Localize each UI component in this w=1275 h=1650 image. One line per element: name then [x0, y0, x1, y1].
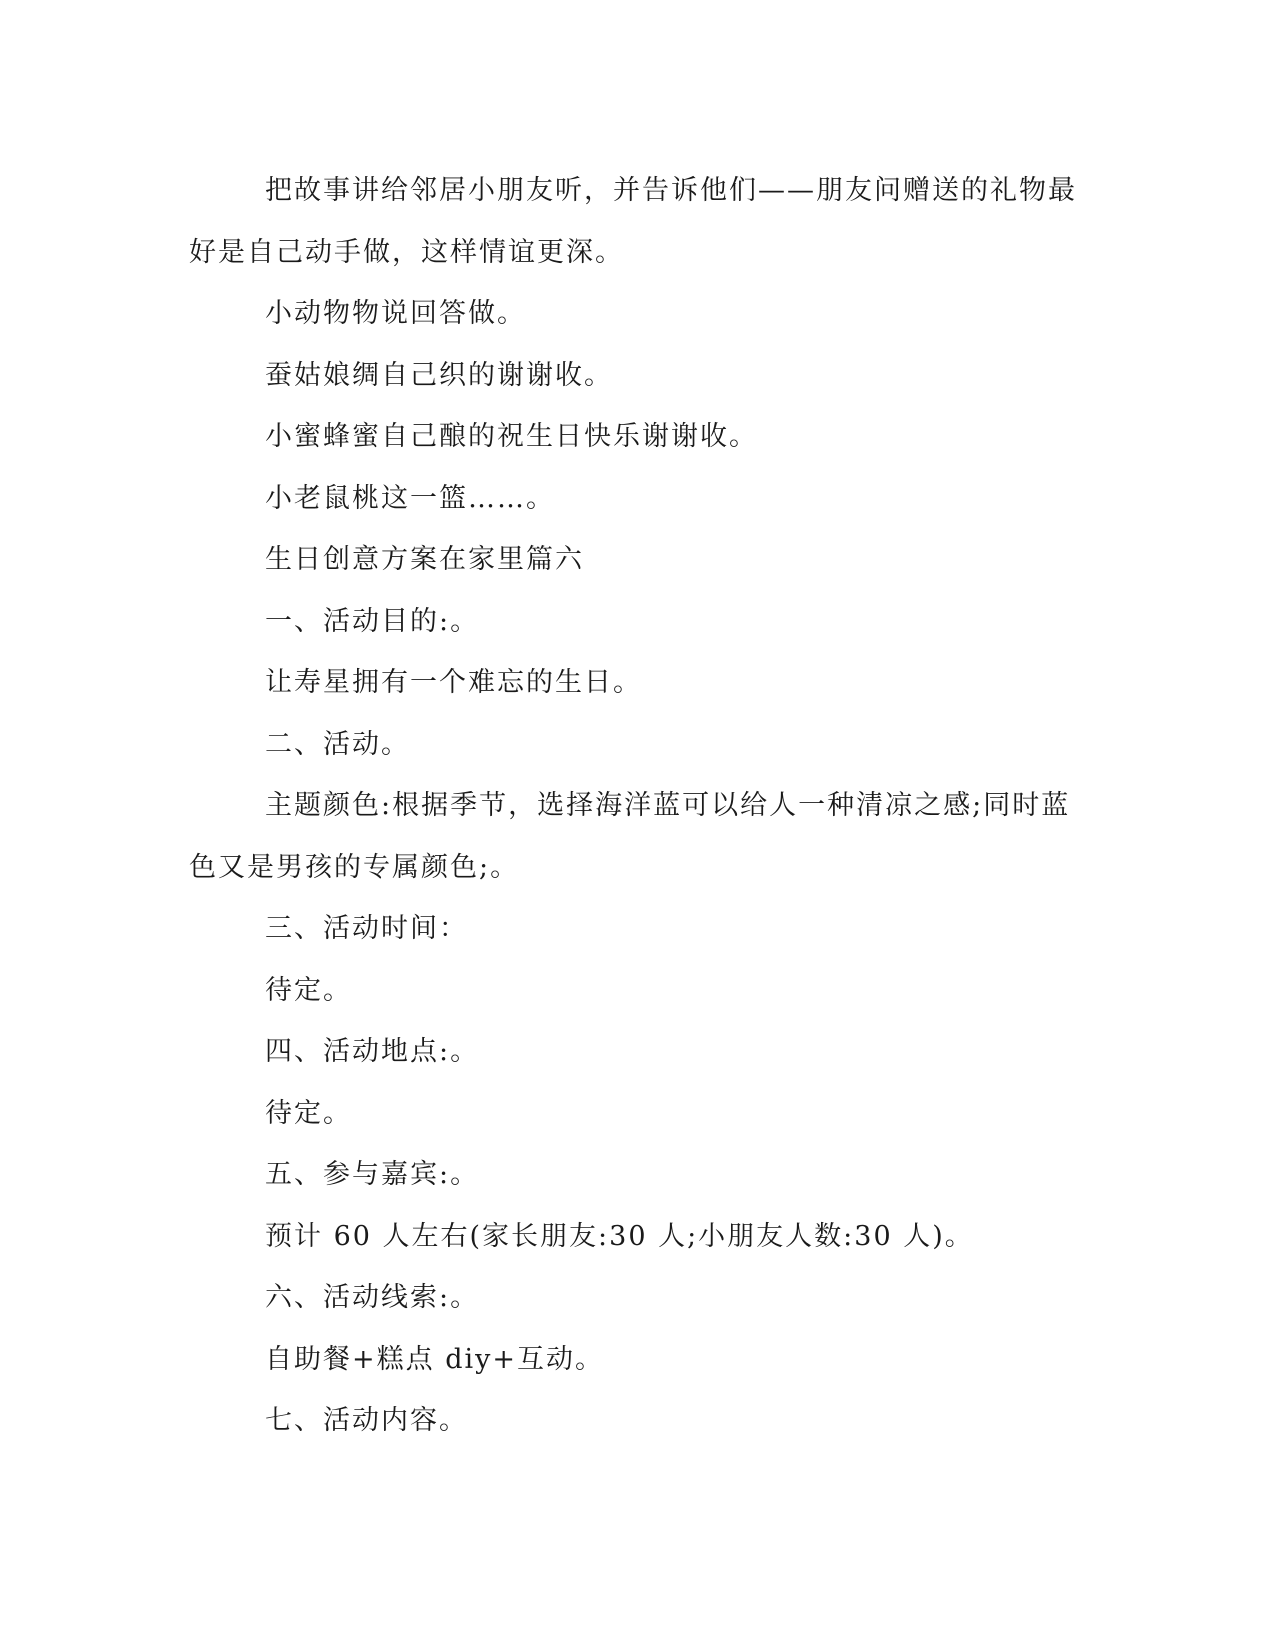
paragraph-time: 待定。	[265, 974, 352, 1006]
heading-guests: 五、参与嘉宾:。	[265, 1159, 480, 1190]
section-heading: 生日创意方案在家里篇六	[265, 544, 584, 575]
paragraph-purpose: 让寿星拥有一个难忘的生日。	[265, 667, 642, 698]
paragraph-clues: 自助餐+糕点 diy+互动。	[265, 1343, 605, 1375]
paragraph-silkworm: 蚕姑娘绸自己织的谢谢收。	[265, 359, 613, 391]
heading-location: 四、活动地点:。	[265, 1036, 480, 1067]
paragraph-animals-answer: 小动物物说回答做。	[265, 298, 526, 329]
heading-content: 七、活动内容。	[265, 1405, 468, 1436]
paragraph-mouse: 小老鼠桃这一篮……。	[265, 482, 555, 514]
paragraph-story-intro: 把故事讲给邻居小朋友听，并告诉他们——朋友问赠送的礼物最好是自己动手做，这样情谊更深。	[189, 175, 1077, 268]
paragraph-guests: 预计 60 人左右(家长朋友:30 人;小朋友人数:30 人)。	[265, 1220, 974, 1252]
heading-clues: 六、活动线索:。	[265, 1282, 480, 1313]
paragraph-theme-color: 主题颜色:根据季节，选择海洋蓝可以给人一种清凉之感;同时蓝色又是男孩的专属颜色;。	[189, 790, 1071, 883]
paragraph-location: 待定。	[265, 1097, 352, 1129]
heading-purpose: 一、活动目的:。	[265, 605, 480, 637]
document-body	[189, 160, 1089, 1452]
heading-time: 三、活动时间：	[265, 913, 468, 944]
paragraph-bee: 小蜜蜂蜜自己酿的祝生日快乐谢谢收。	[265, 421, 758, 452]
heading-activity: 二、活动。	[265, 728, 410, 760]
